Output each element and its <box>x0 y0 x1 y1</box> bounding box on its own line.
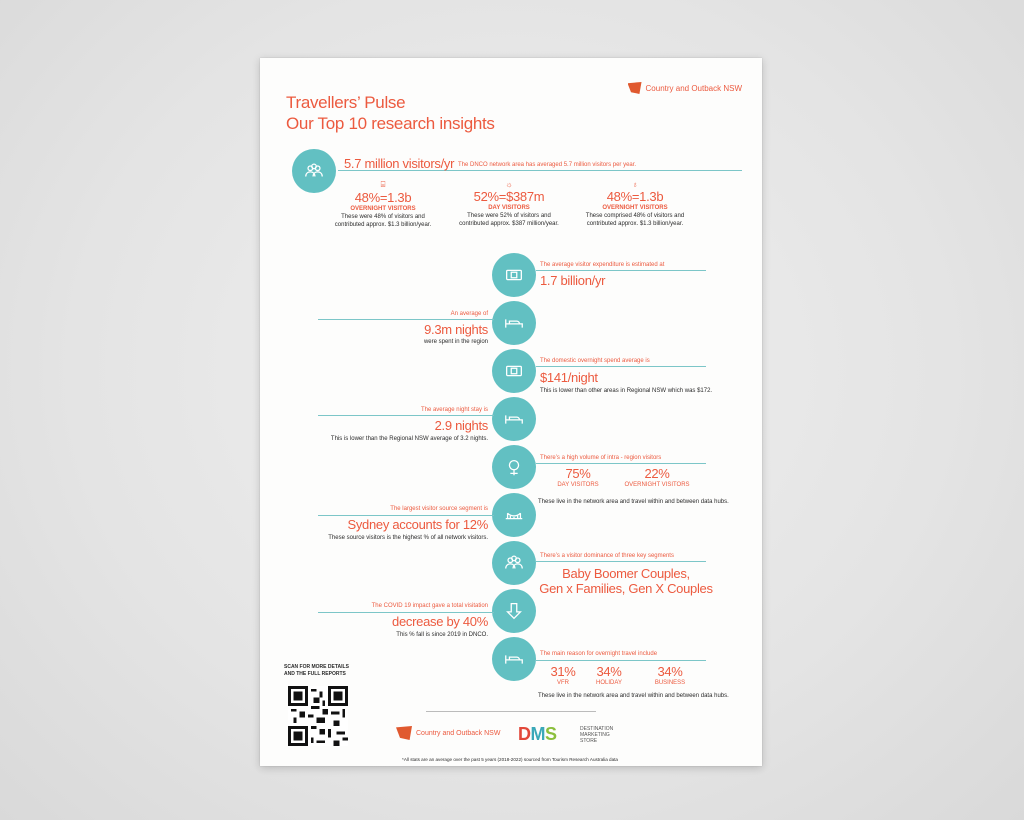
stat-value: 75% <box>565 466 591 481</box>
people-icon <box>492 541 536 585</box>
stat-label: BUSINESS <box>654 680 686 686</box>
bulb-icon: ♁ <box>632 180 638 189</box>
divider <box>318 319 494 320</box>
dms-sub-line: MARKETING <box>580 732 610 738</box>
divider <box>536 270 706 271</box>
reason-business-stat <box>640 664 700 687</box>
stay-desc: This is lower than the Regional NSW average of 3.2 nights. <box>330 436 488 442</box>
title-line-2: Our Top 10 research insights <box>286 114 495 133</box>
stat-value: 48%=1.3b <box>354 190 412 205</box>
intra-day-stat <box>538 466 618 489</box>
stat-desc: These were 52% of visitors and <box>467 213 551 219</box>
location-icon <box>492 445 536 489</box>
arrow-down-icon <box>492 589 536 633</box>
bridge-icon <box>492 493 536 537</box>
stat-desc: contributed approx. $387 million/year. <box>459 221 559 227</box>
stat-desc: contributed approx. $1.3 billion/year. <box>586 221 684 227</box>
covid-value: decrease by 40% <box>392 614 488 629</box>
spend-desc: This is lower than other areas in Regional NSW which was $172. <box>540 388 713 394</box>
poster <box>260 58 762 766</box>
stat-value: 52%=$387m <box>473 189 545 204</box>
intra-desc: These live in the network area and travel within and between data hubs. <box>538 499 729 505</box>
stat-desc: contributed approx. $1.3 billion/year. <box>334 222 432 228</box>
qr-code[interactable] <box>288 686 348 746</box>
stat-value: 34% <box>596 664 622 679</box>
covid-desc: This % fall is since 2019 in DNCO. <box>396 632 488 638</box>
bed-icon <box>492 301 536 345</box>
exp-value: 1.7 billion/yr <box>540 273 606 288</box>
reason-vfr-stat <box>538 664 588 687</box>
segments-value-1: Baby Boomer Couples, <box>562 566 690 581</box>
nights-desc: were spent in the region <box>423 339 488 345</box>
stat-value: 48%=1.3b <box>606 189 664 204</box>
dms-logo: DMS <box>518 724 557 744</box>
stat-label: OVERNIGHT VISITORS <box>350 206 416 212</box>
bed-icon <box>492 397 536 441</box>
divider <box>318 515 494 516</box>
sun-icon: ☼ <box>505 180 513 189</box>
stat-label: OVERNIGHT VISITORS <box>602 205 668 211</box>
bed-icon <box>492 637 536 681</box>
stat-label: OVERNIGHT VISITORS <box>624 482 690 488</box>
stat-col-2 <box>444 180 574 228</box>
brand-mark-icon <box>628 82 642 94</box>
stat-desc: These were 48% of visitors and <box>341 214 425 220</box>
footer-brand <box>396 726 500 740</box>
scan-line-1: SCAN FOR MORE DETAILS <box>284 664 349 670</box>
stay-value: 2.9 nights <box>434 418 488 433</box>
covid-lead: The COVID 19 impact gave a total visitation <box>371 603 488 609</box>
footer-divider <box>426 711 596 712</box>
dms-sub-line: DESTINATION <box>580 726 614 732</box>
dms-subtitle <box>580 726 613 744</box>
divider <box>536 463 706 464</box>
segments-value-2: Gen x Families, Gen X Couples <box>539 581 713 596</box>
source-lead: The largest visitor source segment is <box>390 506 488 512</box>
source-desc: These source visitors is the highest % of all network visitors. <box>328 535 488 541</box>
bed-icon: ⌸ <box>380 180 386 189</box>
stat-label: HOLIDAY <box>596 680 622 686</box>
segments-lead: There’s a visitor dominance of three key segments <box>540 553 674 559</box>
reason-lead: The main reason for overnight travel include <box>540 651 658 657</box>
brand-logo <box>628 82 742 94</box>
divider <box>536 366 706 367</box>
money-icon <box>492 349 536 393</box>
divider <box>536 660 706 661</box>
brand-name: Country and Outback NSW <box>645 83 742 93</box>
dms-sub-line: STORE <box>580 738 598 744</box>
stat-label: DAY VISITORS <box>488 205 530 211</box>
stat-label: VFR <box>557 680 569 686</box>
scan-line-2: AND THE FULL REPORTS <box>284 671 346 677</box>
spend-value: $141/night <box>540 370 598 385</box>
stat-col-3 <box>570 180 700 228</box>
visitors-headline: 5.7 million visitors/yr <box>344 156 455 171</box>
stat-value: 22% <box>644 466 670 481</box>
source-value: Sydney accounts for 12% <box>347 517 488 532</box>
nights-lead: An average of <box>450 311 488 317</box>
scan-caption <box>284 664 349 678</box>
divider <box>536 561 706 562</box>
title-line-1: Travellers’ Pulse <box>286 93 406 112</box>
footnote: *All stats are an average over the past 5 years (2018-2022) sourced from Tourism Research Australia data <box>402 757 618 762</box>
intra-overnight-stat <box>612 466 702 489</box>
divider <box>318 415 494 416</box>
spend-lead: The domestic overnight spend average is <box>540 358 650 364</box>
brand-mark-icon <box>396 726 412 740</box>
divider <box>318 612 494 613</box>
stat-label: DAY VISITORS <box>557 482 599 488</box>
footer-brand-name: Country and Outback NSW <box>416 729 501 737</box>
visitors-note: The DNCO network area has averaged 5.7 million visitors per year. <box>458 162 637 168</box>
nights-value: 9.3m nights <box>424 322 488 337</box>
stat-desc: These comprised 48% of visitors and <box>585 213 685 219</box>
page-title <box>286 92 495 134</box>
money-icon <box>492 253 536 297</box>
exp-lead: The average visitor expenditure is estimated at <box>540 262 665 268</box>
stay-lead: The average night stay is <box>420 407 488 413</box>
stat-value: 31% <box>550 664 576 679</box>
intra-lead: There’s a high volume of intra - region visitors <box>540 455 662 461</box>
reason-desc: These live in the network area and travel within and between data hubs. <box>538 693 729 699</box>
reason-holiday-stat <box>584 664 634 687</box>
stat-col-1 <box>318 180 448 229</box>
stat-value: 34% <box>657 664 683 679</box>
